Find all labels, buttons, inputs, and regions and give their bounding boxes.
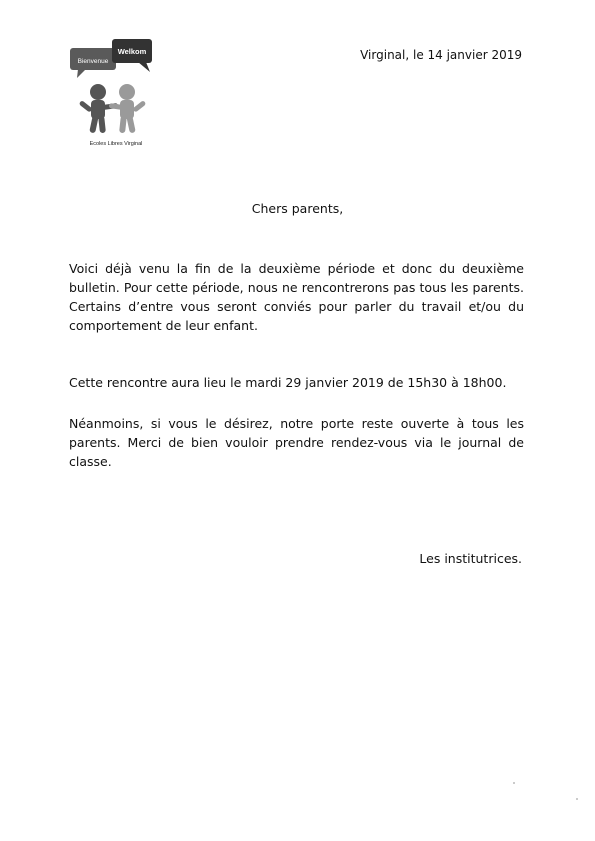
speech-bubble-left-tail (77, 69, 86, 78)
child-figure-left (79, 84, 119, 133)
logo-bubble-right-text: Welkom (117, 47, 147, 56)
paragraph-2: Cette rencontre aura lieu le mardi 29 janvier 2019 de 15h30 à 18h00. (69, 375, 507, 390)
school-logo (66, 36, 166, 152)
speech-bubble-right-tail (138, 62, 150, 72)
scan-speck (513, 782, 515, 784)
scan-speck (576, 798, 578, 800)
letter-date: Virginal, le 14 janvier 2019 (360, 48, 522, 62)
school-logo-graphic (66, 36, 166, 152)
letter-greeting: Chers parents, (251, 201, 344, 216)
letter-signature: Les institutrices. (419, 551, 522, 566)
logo-bubble-left-text: Bienvenue (77, 58, 109, 65)
child-figure-right (109, 84, 147, 133)
paragraph-3: Néanmoins, si vous le désirez, notre porte reste ouverte à tous les parents. Merci de bien vouloir prendre rendez-vous via le journal de classe. (69, 416, 524, 469)
paragraph-1: Voici déjà venu la fin de la deuxième période et donc du deuxième bulletin. Pour cette période, nous ne rencontrerons pas tous les parents. Certains d’entre vous seront conviés pour parler du travail et/ou du comportement de leur enfant. (69, 261, 524, 333)
logo-caption: Ecoles Libres Virginal (89, 141, 143, 147)
